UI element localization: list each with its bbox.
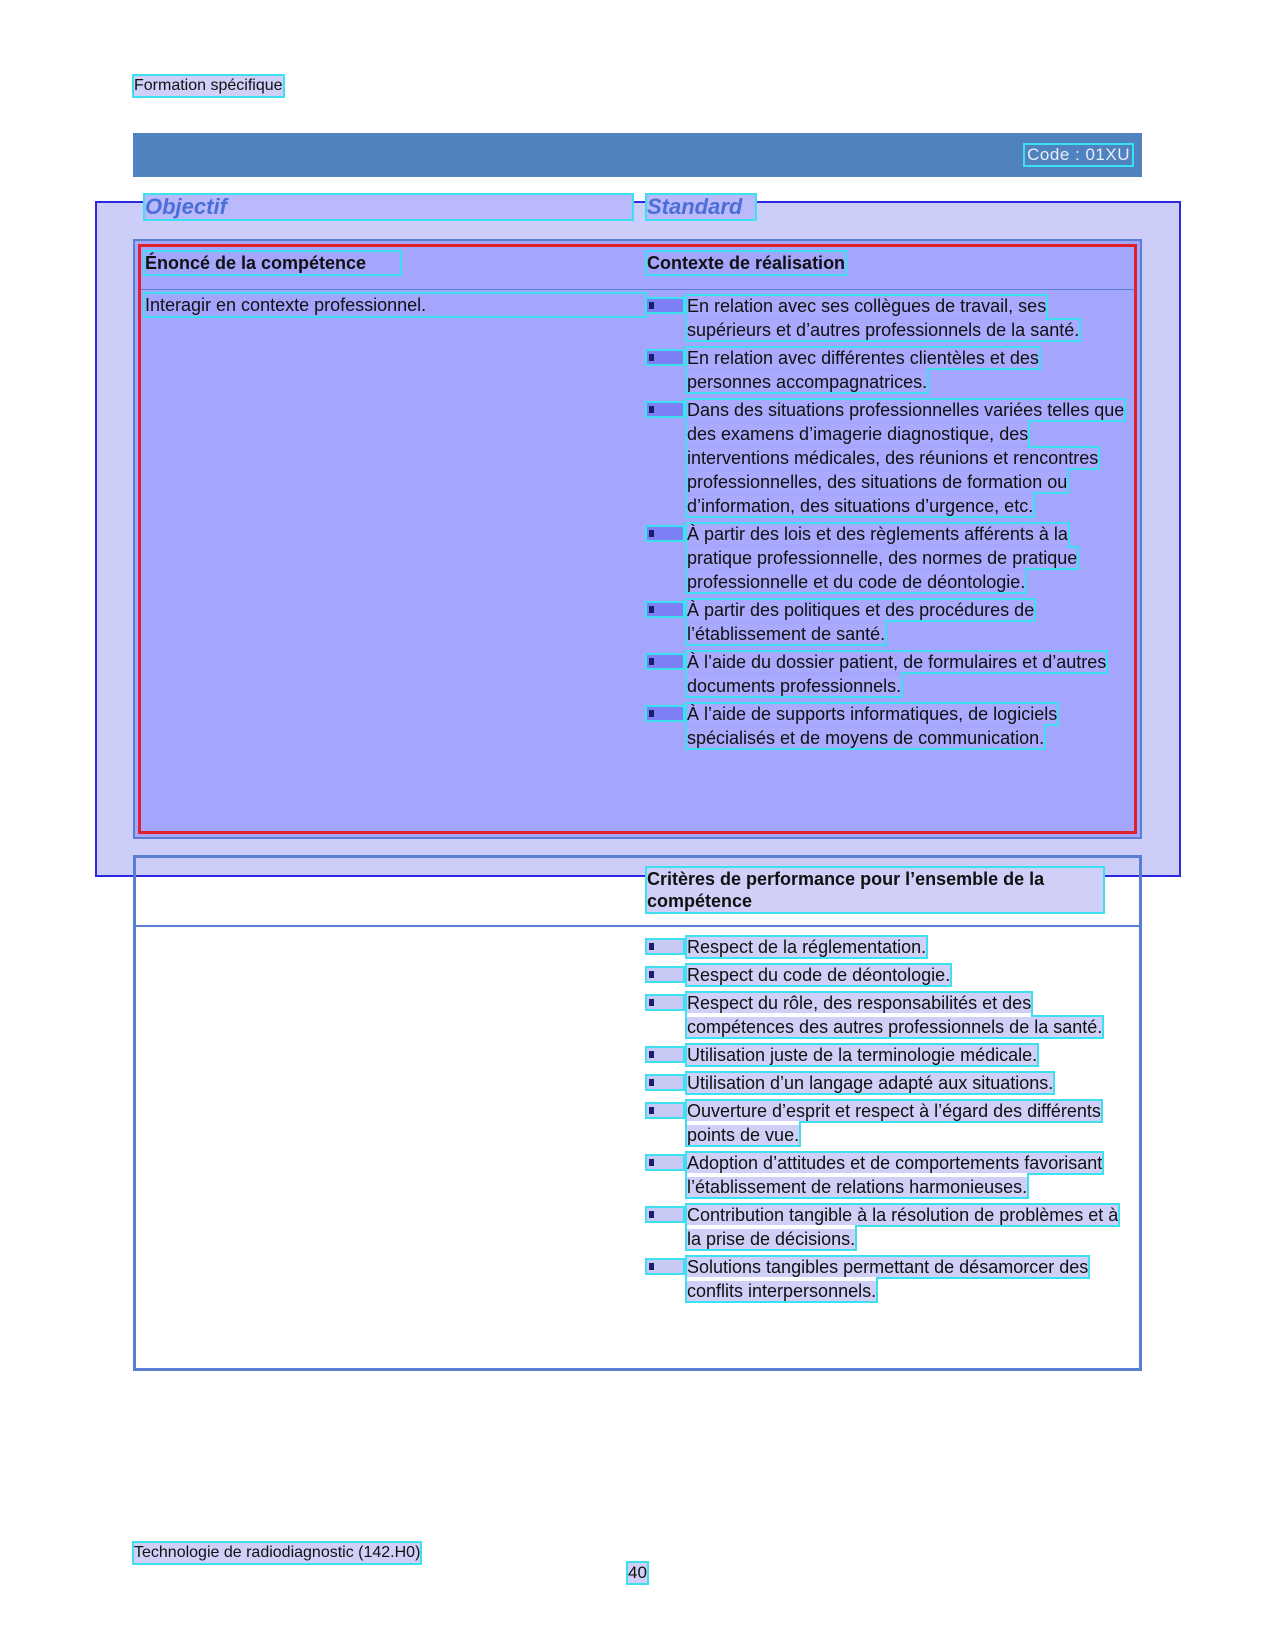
bullet-icon [647, 603, 683, 616]
bullet-icon [647, 1208, 683, 1221]
list-item: À l’aide de supports informatiques, de logiciels spécialisés et de moyens de communication. [647, 702, 1127, 750]
bullet-icon [647, 707, 683, 720]
list-item: Contribution tangible à la résolution de problèmes et à la prise de décisions. [647, 1203, 1127, 1251]
header-divider [136, 925, 1139, 927]
list-item: Ouverture d’esprit et respect à l’égard des différents points de vue. [647, 1099, 1127, 1147]
running-header: Formation spécifique [134, 77, 283, 94]
list-item: En relation avec différentes clientèles et des personnes accompagnatrices. [647, 346, 1127, 394]
running-footer: Technologie de radiodiagnostic (142.H0) [134, 1544, 421, 1561]
context-list [647, 294, 1127, 754]
list-item: Dans des situations professionnelles variées telles que des examens d’imagerie diagnostique, des interventions médicales, des réunions et rencontres professionnelles, des situations de formation ou d’information, des situations d’urgence, etc. [647, 398, 1127, 518]
context-heading: Contexte de réalisation [647, 253, 846, 273]
bullet-icon [647, 403, 683, 416]
bullet-icon [647, 1048, 683, 1061]
performance-criteria-heading: Critères de performance pour l’ensemble de la compétence [647, 868, 1103, 912]
bullet-icon [647, 655, 683, 668]
list-item: Respect du code de déontologie. [647, 963, 1127, 987]
list-item: Respect du rôle, des responsabilités et des compétences des autres professionnels de la santé. [647, 991, 1127, 1039]
list-item: Utilisation juste de la terminologie médicale. [647, 1043, 1127, 1067]
competency-code: Code : 01XU [1027, 145, 1130, 164]
bullet-icon [647, 940, 683, 953]
bullet-icon [647, 1076, 683, 1089]
bullet-icon [647, 996, 683, 1009]
list-item: Solutions tangibles permettant de désamorcer des conflits interpersonnels. [647, 1255, 1127, 1303]
list-item: En relation avec ses collègues de travail, ses supérieurs et d’autres professionnels de la santé. [647, 294, 1127, 342]
criteria-list [647, 935, 1127, 1307]
bullet-icon [647, 968, 683, 981]
list-item: À l’aide du dossier patient, de formulaires et d’autres documents professionnels. [647, 650, 1127, 698]
code-banner [133, 133, 1142, 177]
bullet-icon [647, 1156, 683, 1169]
bullet-icon [647, 527, 683, 540]
bullet-icon [647, 299, 683, 312]
bullet-icon [647, 351, 683, 364]
standard-title: Standard [647, 195, 755, 219]
objective-title: Objectif [145, 195, 632, 219]
competence-statement: Interagir en contexte professionnel. [145, 294, 645, 316]
competence-statement-heading: Énoncé de la compétence [145, 252, 400, 274]
bullet-icon [647, 1104, 683, 1117]
list-item: À partir des politiques et des procédures de l’établissement de santé. [647, 598, 1127, 646]
list-item: Adoption d’attitudes et de comportements favorisant l’établissement de relations harmonieuses. [647, 1151, 1127, 1199]
list-item: À partir des lois et des règlements afférents à la pratique professionnelle, des normes de pratique professionnelle et du code de déontologie. [647, 522, 1127, 594]
list-item: Respect de la réglementation. [647, 935, 1127, 959]
header-divider [141, 289, 1134, 290]
page-number: 40 [628, 1563, 647, 1582]
list-item: Utilisation d’un langage adapté aux situations. [647, 1071, 1127, 1095]
bullet-icon [647, 1260, 683, 1273]
